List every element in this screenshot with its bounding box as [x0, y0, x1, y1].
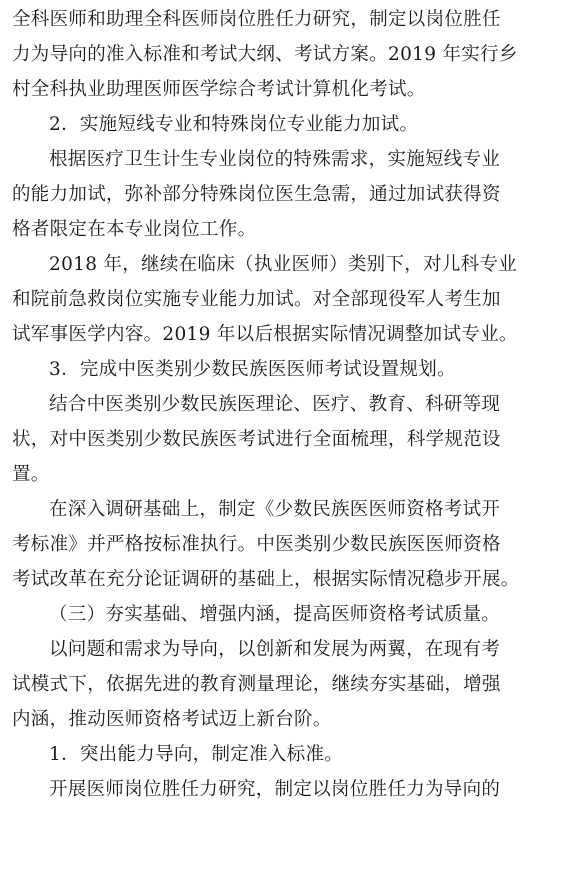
text-line-23: 开展医师岗位胜任力研究，制定以岗位胜任力为导向的	[49, 779, 501, 800]
text-line-2: 力为导向的准入标准和考试大纲、考试方案。2019 年实行乡	[12, 44, 518, 65]
text-line-15: 在深入调研基础上，制定《少数民族医医师资格考试开	[49, 499, 501, 520]
text-line-3: 村全科执业助理医师医学综合考试计算机化考试。	[12, 79, 426, 100]
text-line-21: 内涵，推动医师资格考试迈上新台阶。	[12, 709, 332, 730]
text-line-12: 结合中医类别少数民族医理论、医疗、教育、科研等现	[49, 394, 501, 415]
text-line-10: 试军事医学内容。2019 年以后根据实际情况调整加试专业。	[12, 324, 518, 345]
text-line-20: 试模式下，依据先进的教育测量理论，继续夯实基础，增强	[12, 674, 501, 695]
text-line-1: 全科医师和助理全科医师岗位胜任力研究，制定以岗位胜任	[12, 9, 501, 30]
text-line-13: 状，对中医类别少数民族医考试进行全面梳理，科学规范设	[12, 429, 501, 450]
section-heading-3: 3．完成中医类别少数民族医医师考试设置规划。	[49, 359, 456, 380]
section-heading-1: 1．突出能力导向，制定准入标准。	[49, 744, 344, 765]
text-line-19: 以问题和需求为导向，以创新和发展为两翼，在现有考	[49, 639, 501, 660]
text-line-5: 根据医疗卫生计生专业岗位的特殊需求，实施短线专业	[49, 149, 501, 170]
text-line-9: 和院前急救岗位实施专业能力加试。对全部现役军人考生加	[12, 289, 501, 310]
text-line-7: 格者限定在本专业岗位工作。	[12, 219, 257, 240]
section-heading-2: 2．实施短线专业和特殊岗位专业能力加试。	[49, 114, 419, 135]
text-line-14: 置。	[12, 464, 50, 485]
text-line-16: 考标准》并严格按标准执行。中医类别少数民族医医师资格	[12, 534, 501, 555]
text-line-6: 的能力加试，弥补部分特殊岗位医生急需，通过加试获得资	[12, 184, 501, 205]
text-line-8: 2018 年，继续在临床（执业医师）类别下，对儿科专业	[49, 254, 518, 275]
text-line-17: 考试改革在充分论证调研的基础上，根据实际情况稳步开展。	[12, 569, 520, 590]
section-heading-san: （三）夯实基础、增强内涵，提高医师资格考试质量。	[49, 604, 501, 625]
